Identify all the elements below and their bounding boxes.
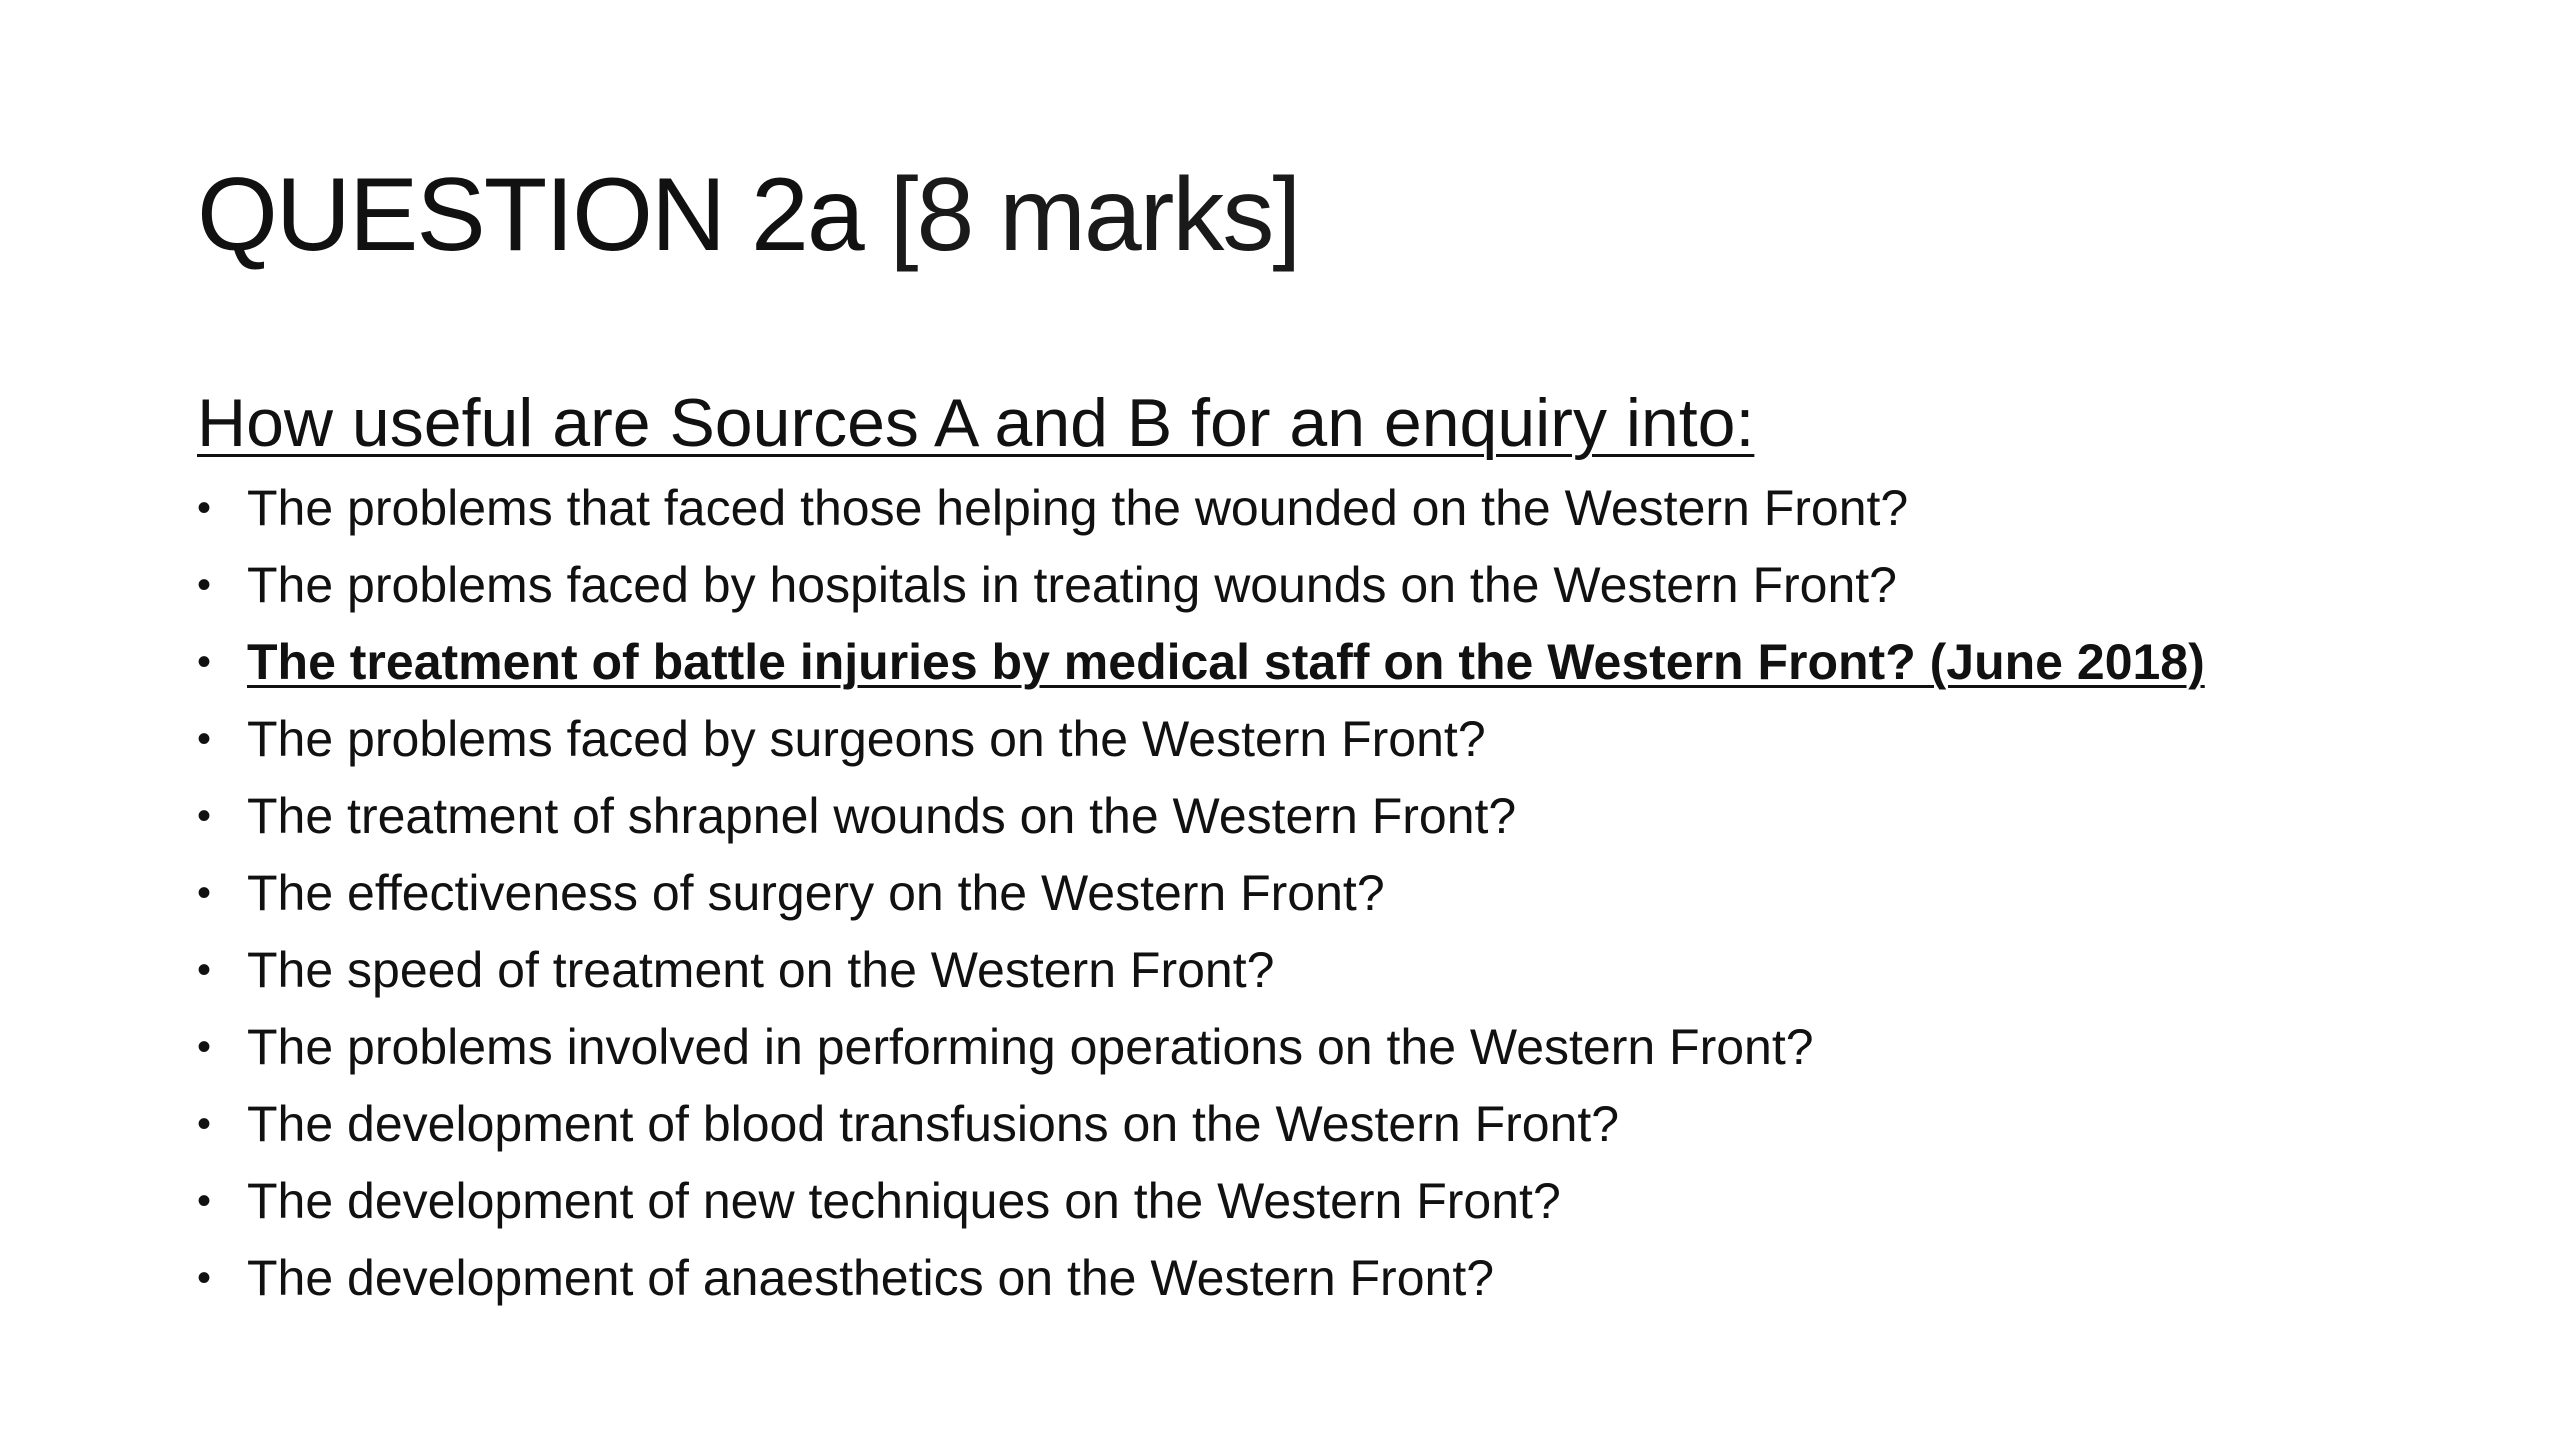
list-item <box>197 547 2205 624</box>
bullet-icon: • <box>197 948 212 992</box>
list-item-text: The development of anaesthetics on the Western Front? <box>247 1250 1495 1306</box>
list-item-text: The speed of treatment on the Western Front? <box>247 942 1275 998</box>
bullet-icon: • <box>197 563 212 607</box>
subtitle: How useful are Sources A and B for an enquiry into: <box>197 385 1755 461</box>
list-item-text: The problems faced by hospitals in treating wounds on the Western Front? <box>247 557 1897 613</box>
bullet-icon: • <box>197 794 212 838</box>
page-title <box>197 150 1299 280</box>
title-marks: [8 marks] <box>889 157 1300 273</box>
list-item <box>197 778 2205 855</box>
bullet-icon: • <box>197 871 212 915</box>
bullet-icon: • <box>197 1179 212 1223</box>
list-item <box>197 1009 2205 1086</box>
list-item-highlighted <box>197 624 2205 701</box>
list-item-text: The problems faced by surgeons on the Western Front? <box>247 711 1486 767</box>
title-question: QUESTION 2a <box>197 157 863 273</box>
list-item-text: The effectiveness of surgery on the Western Front? <box>247 865 1385 921</box>
bullet-icon: • <box>197 717 212 761</box>
bullet-icon: • <box>197 1102 212 1146</box>
bullet-icon: • <box>197 1256 212 1300</box>
list-item-text: The development of new techniques on the Western Front? <box>247 1173 1561 1229</box>
list-item <box>197 1163 2205 1240</box>
list-item-text: The problems that faced those helping the wounded on the Western Front? <box>247 480 1909 536</box>
list-item-text: The treatment of shrapnel wounds on the Western Front? <box>247 788 1517 844</box>
question-list <box>197 470 2205 1317</box>
list-item-text: The problems involved in performing operations on the Western Front? <box>247 1019 1814 1075</box>
list-item <box>197 1086 2205 1163</box>
list-item <box>197 1240 2205 1317</box>
bullet-icon: • <box>197 640 212 684</box>
bullet-icon: • <box>197 1025 212 1069</box>
list-item <box>197 932 2205 1009</box>
list-item-text: The treatment of battle injuries by medical staff on the Western Front? (June 2018) <box>247 634 2205 690</box>
list-item <box>197 855 2205 932</box>
list-item-text: The development of blood transfusions on the Western Front? <box>247 1096 1620 1152</box>
list-item <box>197 470 2205 547</box>
list-item <box>197 701 2205 778</box>
bullet-icon: • <box>197 486 212 530</box>
